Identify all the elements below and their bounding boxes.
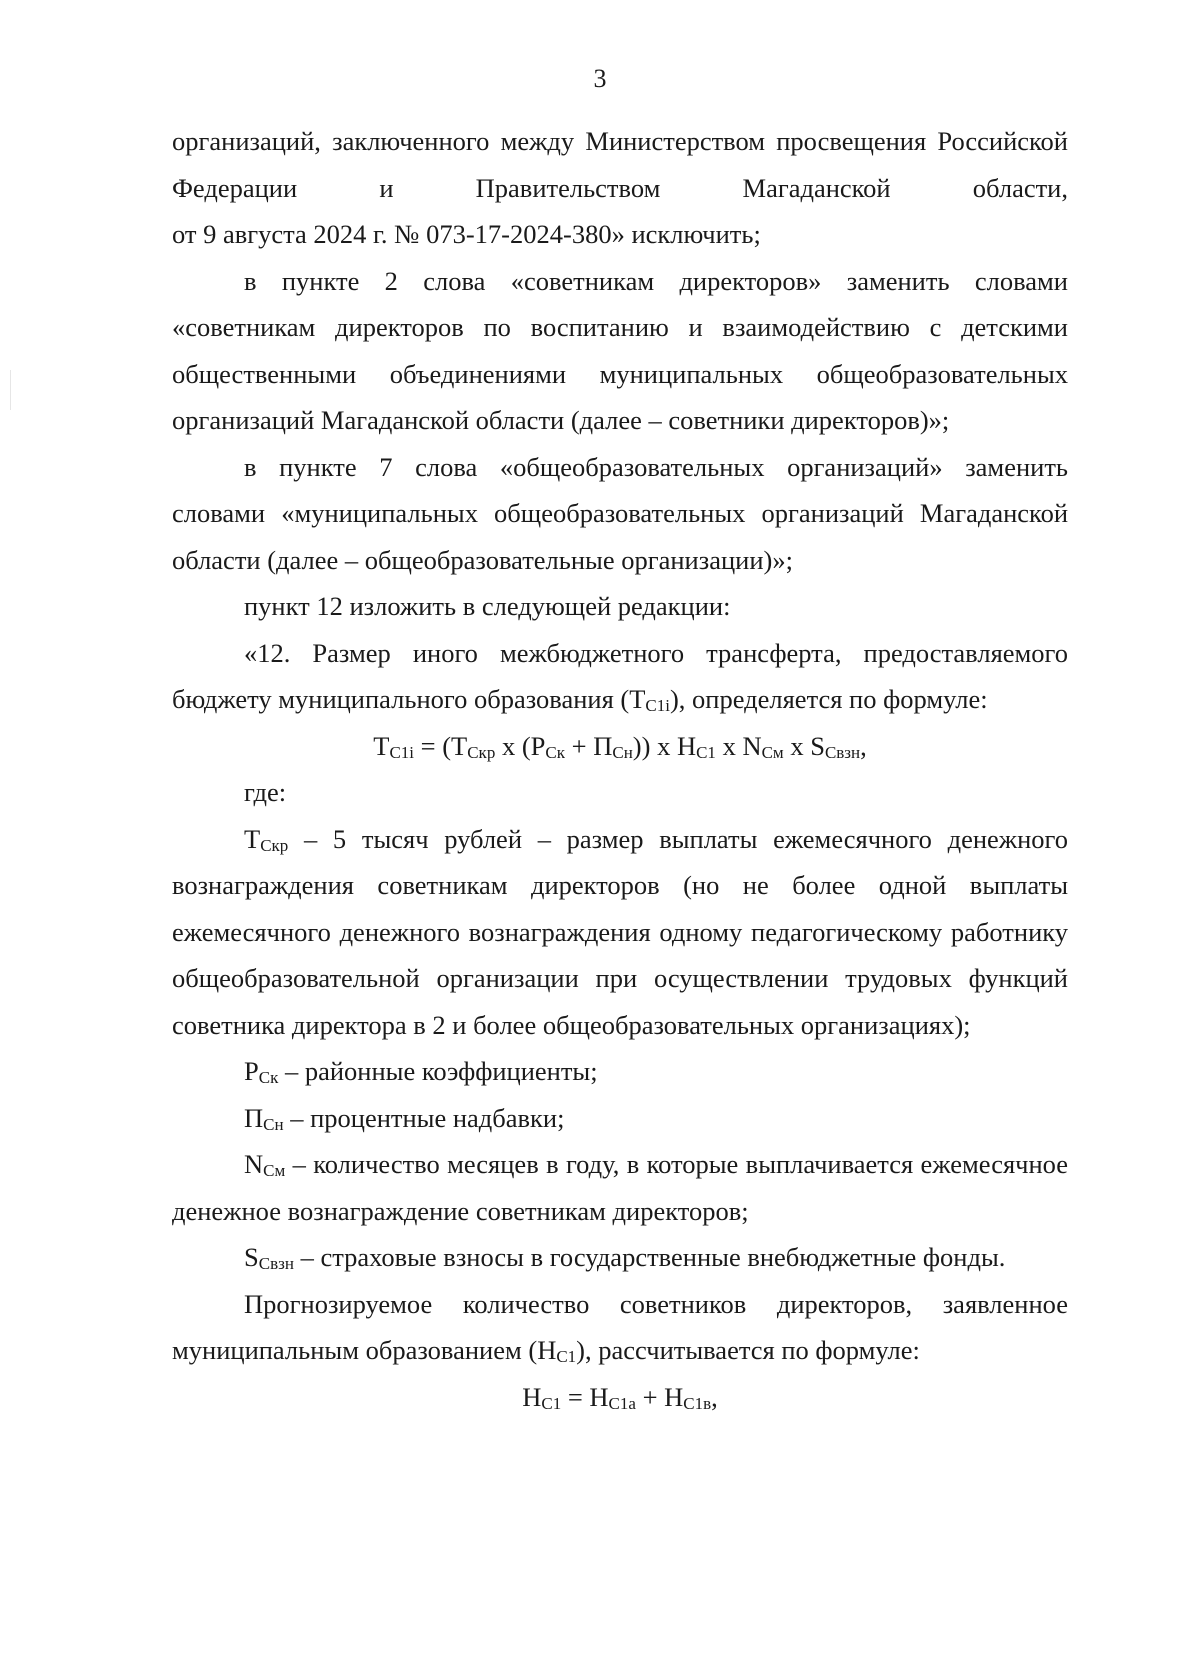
subscript: С1 [541,1393,562,1413]
paragraph-text: от 9 августа 2024 г. № 073-17-2024-380» исключить; [172,219,761,249]
paragraph-continued-end [172,211,1068,258]
subscript: С1в [683,1393,712,1413]
formula-part: x S [783,730,825,761]
paragraph-text: организаций, заключенного между Министерством просвещения Российской Федерации и Правительством Магаданской области, [172,126,1068,203]
definition-nsm [172,1141,1068,1234]
formula-part: x (Р [495,730,546,761]
symbol: S [244,1242,259,1272]
subscript: Ск [545,742,566,762]
subscript: Свзн [824,742,861,762]
subscript: См [263,1161,286,1180]
where-label [172,769,1068,816]
paragraph-text: «12. Размер иного межбюджетного трансферта, предоставляемого бюджету муниципального образования (Т [172,637,1068,714]
definition-text: – количество месяцев в году, в которые выплачивается ежемесячное денежное вознаграждение советникам директоров; [172,1149,1068,1226]
paragraph-text: пункт 12 изложить в следующей редакции: [244,591,731,621]
paragraph-forecast [172,1281,1068,1374]
formula-part: , [860,730,867,761]
subscript: См [761,742,784,762]
paragraph-point-12-text [172,630,1068,723]
symbol: N [244,1149,264,1179]
subscript: Свзн [258,1254,294,1273]
subscript: C1i [389,742,414,762]
definition-text: – страховые взносы в государственные внебюджетные фонды. [293,1242,1006,1272]
paragraph-text: где: [244,777,287,807]
definition-text: – процентные надбавки; [283,1102,565,1133]
subscript: C1i [645,696,670,715]
formula-part: , [711,1381,718,1412]
paragraph-continued [172,118,1068,211]
subscript: С1 [696,742,716,762]
subscript: С1а [608,1393,636,1413]
symbol: Т [244,823,261,854]
subscript: Скр [467,742,496,762]
formula-part: = Н [561,1381,609,1412]
symbol: П [244,1102,264,1133]
subscript: Ск [258,1068,279,1087]
paragraph-point-12-intro [172,583,1068,630]
definition-rsk [172,1048,1068,1095]
paragraph-point-2 [172,258,1068,444]
formula-part: Н [522,1381,542,1412]
formula-part: Т [373,730,390,761]
paragraph-text: в пункте 2 слова «советникам директоров» заменить словами «советникам директоров по воспитанию и взаимодействию с детскими общественными объединениями муниципальных общеобразовательных организаций Магаданской области (далее – советники директоров)»; [172,265,1068,435]
scan-artifact [10,370,11,410]
definition-psn [172,1095,1068,1142]
definition-text: – районные коэффициенты; [278,1056,598,1086]
subscript: С1 [556,1347,577,1366]
formula-counselors [172,1374,1068,1421]
paragraph-text: ), определяется по формуле: [669,684,988,714]
definition-tskr [172,816,1068,1049]
paragraph-text: ), рассчитывается по формуле: [576,1335,920,1365]
paragraph-point-7 [172,444,1068,584]
paragraph-text: в пункте 7 слова «общеобразовательных организаций» заменить словами «муниципальных общеобразовательных организаций Магаданской области (далее – общеобразовательные организации)»; [172,451,1068,575]
document-body [172,118,1068,1420]
definition-text: – 5 тысяч рублей – размер выплаты ежемесячного денежного вознаграждения советникам директоров (но не более одной выплаты ежемесячного денежного вознаграждения одному педагогическому работнику общеобразовательной организации при осуществлении трудовых функций советника директора в 2 и более общеобразовательных организациях); [172,823,1068,1040]
formula-part: x N [715,730,762,761]
formula-part: + Н [635,1381,684,1412]
paragraph-text: Прогнозируемое количество советников директоров, заявленное муниципальным образованием (Н [172,1288,1068,1365]
subscript: Сн [263,1114,284,1134]
subscript: Скр [260,835,289,855]
formula-part: = (Т [414,730,468,761]
subscript: Сн [612,742,633,762]
formula-part: )) x Н [632,730,697,761]
page-number: 3 [593,64,607,93]
symbol: Р [244,1056,259,1086]
definition-svzn [172,1234,1068,1281]
formula-transfer [172,723,1068,770]
formula-part: + П [565,730,613,761]
